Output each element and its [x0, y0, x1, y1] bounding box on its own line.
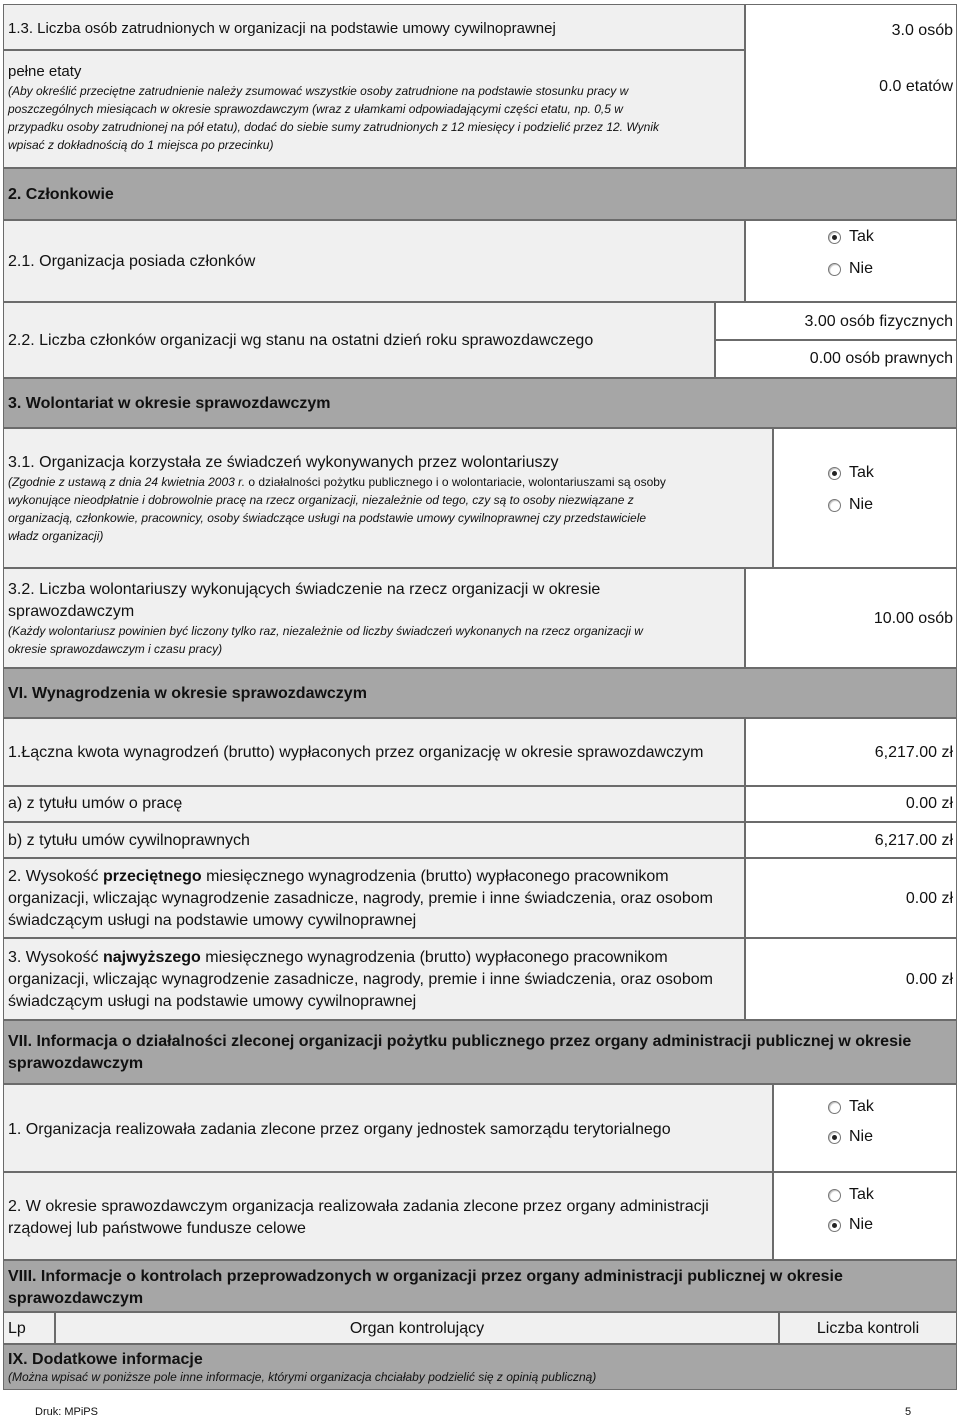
s6-r2-post: miesięcznego wynagrodzenia (brutto) wypłaconego pracownikom [201, 868, 669, 885]
s31-note-1b: o działalności pożytku publicznego i o wolontariacie, wolontariuszami są osoby [248, 475, 666, 489]
s6-r3-pre: 3. Wysokość [8, 949, 103, 966]
s8-header-2: sprawozdawczym [8, 1290, 144, 1307]
s32-question-2: sprawozdawczym [8, 603, 135, 620]
s31-note-4: władz organizacji) [8, 529, 104, 543]
s7-q1-yes-label: Tak [849, 1098, 874, 1115]
s6-rb-value: 6,217.00 zł [874, 832, 953, 849]
s6-r2-bold: przeciętnego [103, 868, 202, 885]
s7-q2-radio-yes[interactable] [828, 1183, 874, 1207]
radio-selected-icon [828, 1131, 841, 1144]
s6-ra-label: a) z tytułu umów o pracę [8, 795, 183, 812]
s2-header: 2. Członkowie [8, 186, 114, 203]
s6-r3-line-2: organizacji, wliczając wynagrodzenie zasadnicze, nagrody, premie i inne świadczenia, oraz osobom [8, 971, 713, 988]
s31-radio-yes[interactable] [828, 461, 874, 485]
s3-header: 3. Wolontariat w okresie sprawozdawczym [8, 395, 331, 412]
s32-note-1: (Każdy wolontariusz powinien być liczony tylko raz, niezależnie od liczby świadczeń wykonanych na rzecz organizacji w [8, 624, 643, 638]
s31-radio-no[interactable] [828, 493, 873, 517]
s21-radio-no[interactable] [828, 257, 873, 281]
s8-header-1: VIII. Informacje o kontrolach przeprowadzonych w organizacji przez organy administracji publicznej w okresie [8, 1268, 843, 1285]
s8-col-count: Liczba kontroli [816, 1320, 920, 1337]
s6-r3-value: 0.00 zł [905, 971, 953, 988]
s31-note-1 [8, 473, 666, 491]
s6-ra-value: 0.00 zł [905, 795, 953, 812]
s31-note-1a: (Zgodnie z ustawą z dnia 24 kwietnia 2003 r. [8, 475, 246, 489]
radio-selected-icon [828, 231, 841, 244]
s22-value-2: 0.00 osób prawnych [809, 350, 953, 367]
s13-note-2: poszczególnych miesiącach w okresie sprawozdawczym (wraz z ułamkami odpowiadającymi części etatu, np. 0,5 w [8, 102, 623, 116]
radio-empty-icon [828, 263, 841, 276]
s13-note-4: wpisać z dokładnością do 1 miejsca po przecinku) [8, 138, 274, 152]
s21-yes-label: Tak [849, 228, 874, 245]
s13-note-3: przypadku osoby zatrudnionej na pół etatu), dodać do siebie sumy zatrudnionych z 12 miesięcy i podzielić przez 12. Wynik [8, 120, 660, 134]
radio-empty-icon [828, 1189, 841, 1202]
s13-overlap-label: pełne etaty [8, 63, 82, 80]
s6-r3-line-3: świadczącym usługi na podstawie umowy cywilnoprawnej [8, 993, 417, 1010]
s6-r2-line-1 [8, 866, 669, 888]
s9-note: (Można wpisać w poniższe pole inne informacje, którymi organizacja chciałaby podzielić się z opinią publiczną) [8, 1370, 597, 1384]
s7-q2-question-1: 2. W okresie sprawozdawczym organizacja realizowała zadania zlecone przez organy administracji [8, 1198, 709, 1215]
s31-yes-label: Tak [849, 464, 874, 481]
s6-r2-pre: 2. Wysokość [8, 868, 103, 885]
s6-header: VI. Wynagrodzenia w okresie sprawozdawczym [8, 685, 367, 702]
s7-q1-radio-yes[interactable] [828, 1095, 874, 1119]
radio-selected-icon [828, 467, 841, 480]
s32-question-1: 3.2. Liczba wolontariuszy wykonujących świadczenie na rzecz organizacji w okresie [8, 581, 601, 598]
s22-value-1: 3.00 osób fizycznych [804, 313, 953, 330]
s8-col-organ: Organ kontrolujący [349, 1320, 485, 1337]
radio-empty-icon [828, 499, 841, 512]
s8-col-lp: Lp [8, 1320, 26, 1337]
s7-q2-question-2: rządowej lub państwowe fundusze celowe [8, 1220, 306, 1237]
radio-empty-icon [828, 1101, 841, 1114]
s6-r3-bold: najwyższego [103, 949, 201, 966]
s32-value: 10.00 osób [873, 610, 953, 627]
s7-q2-radio-no[interactable] [828, 1213, 873, 1237]
s13-value: 3.0 osób [891, 22, 953, 39]
s6-r1-label: 1.Łączna kwota wynagrodzeń (brutto) wypłaconych przez organizację w okresie sprawozdawczym [8, 744, 704, 761]
s7-header-1: VII. Informacja o działalności zleconej organizacji pożytku publicznego przez organy administracji publicznej w okresie [8, 1033, 912, 1050]
s22-question: 2.2. Liczba członków organizacji wg stanu na ostatni dzień roku sprawozdawczego [8, 332, 594, 349]
s31-question: 3.1. Organizacja korzystała ze świadczeń wykonywanych przez wolontariuszy [8, 454, 559, 471]
s7-q2-no-label: Nie [849, 1216, 874, 1233]
s21-question: 2.1. Organizacja posiada członków [8, 253, 256, 270]
s7-q1-no-label: Nie [849, 1128, 874, 1145]
s7-q1-radio-no[interactable] [828, 1125, 873, 1149]
s6-r2-line-2: organizacji, wliczając wynagrodzenie zasadnicze, nagrody, premie i inne świadczenia, oraz osobom [8, 890, 713, 907]
radio-selected-icon [828, 1219, 841, 1232]
s7-q1-question: 1. Organizacja realizowała zadania zlecone przez organy jednostek samorządu terytorialnego [8, 1121, 671, 1138]
s6-r3-line-1 [8, 947, 668, 969]
s6-r1-value: 6,217.00 zł [874, 744, 953, 761]
s6-rb-label: b) z tytułu umów cywilnoprawnych [8, 832, 250, 849]
footer-print: Druk: MPiPS [35, 1406, 98, 1418]
s31-note-2: wykonujące nieodpłatnie i dobrowolnie pracę na rzecz organizacji, niezależnie od tego, czy są to osoby niezwiązane z [8, 493, 634, 507]
s9-header: IX. Dodatkowe informacje [8, 1351, 203, 1368]
s6-r2-line-3: świadczącym usługi na podstawie umowy cywilnoprawnej [8, 912, 417, 929]
s6-r2-value: 0.00 zł [905, 890, 953, 907]
s7-header-2: sprawozdawczym [8, 1055, 144, 1072]
footer-page-number: 5 [905, 1406, 912, 1418]
s31-note-3: organizacją, członkowie, pracownicy, osoby świadczące usługi na podstawie umowy cywilnoprawnej czy przedstawiciele [8, 511, 647, 525]
s6-r3-post: miesięcznego wynagrodzenia (brutto) wypłaconego pracownikom [200, 949, 668, 966]
s7-q2-yes-label: Tak [849, 1186, 874, 1203]
s13-title: 1.3. Liczba osób zatrudnionych w organizacji na podstawie umowy cywilnoprawnej [8, 20, 556, 37]
s13-note-1: (Aby określić przeciętne zatrudnienie należy zsumować wszystkie osoby zatrudnione na podstawie stosunku pracy w [8, 84, 629, 98]
s2-header-bar [3, 168, 957, 220]
s21-no-label: Nie [849, 260, 874, 277]
s13-value-2: 0.0 etatów [879, 78, 953, 95]
s21-radio-yes[interactable] [828, 225, 874, 249]
s32-note-2: okresie sprawozdawczym i czasu pracy) [8, 642, 223, 656]
s31-no-label: Nie [849, 496, 874, 513]
